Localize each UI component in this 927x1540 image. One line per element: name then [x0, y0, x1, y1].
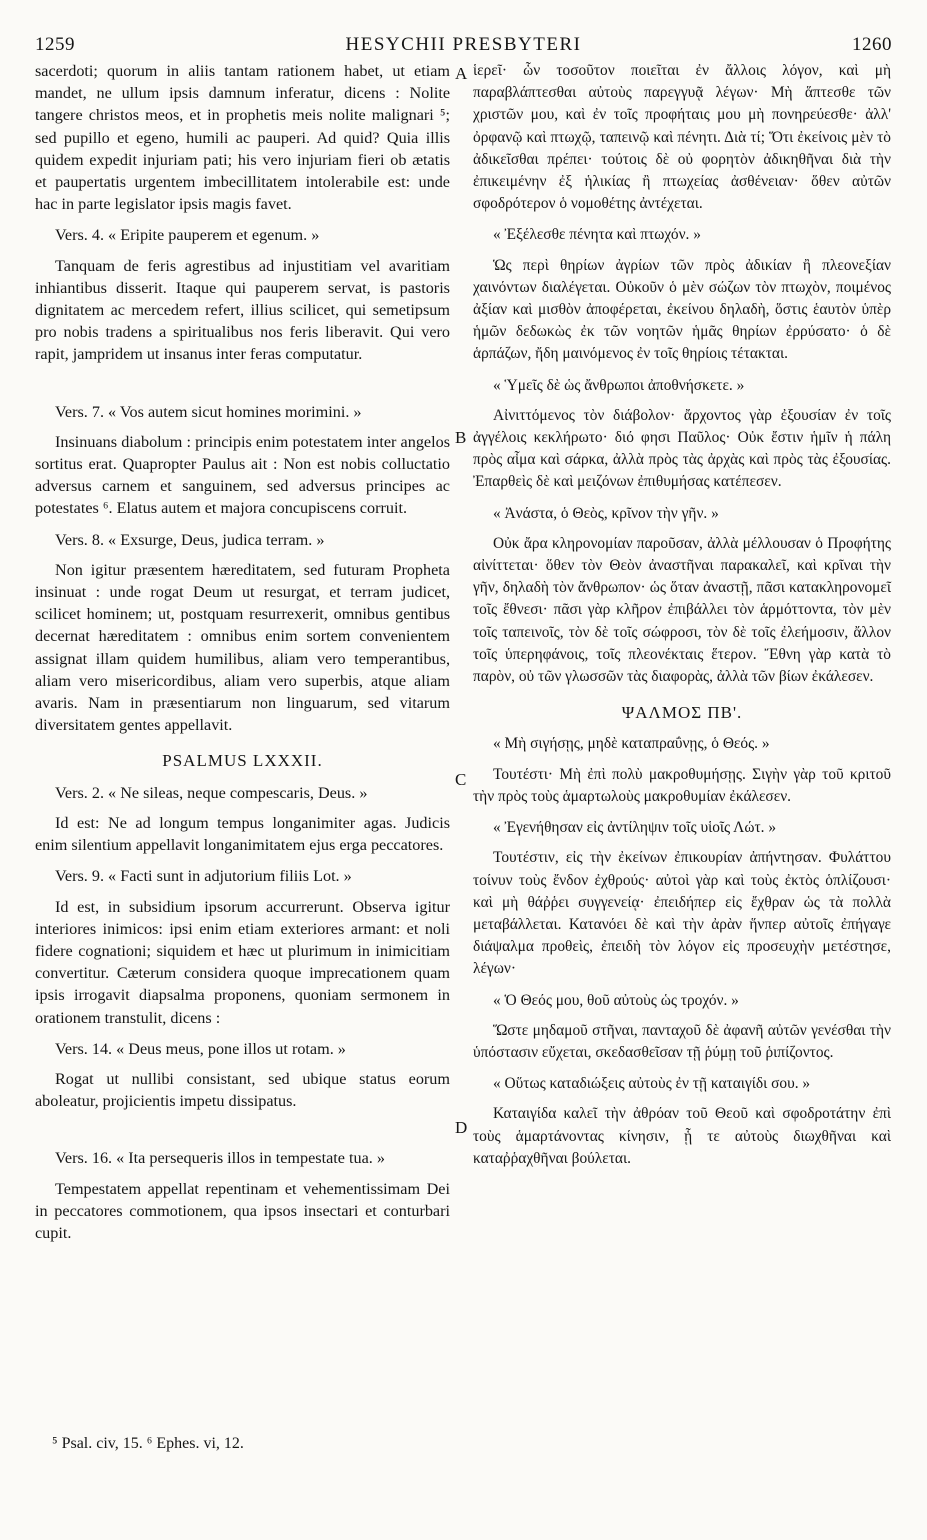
- verse-citation: « Ἀνάστα, ὁ Θεὸς, κρῖνον τὴν γῆν. »: [493, 504, 719, 522]
- commentary-paragraph: Ὡς περὶ θηρίων ἀγρίων τῶν πρὸς ἀδικίαν ἢ πλεονεξίαν χαινόντων διαλέγεται. Οὐκοῦν ὁ μὲν σώζων τὸν πτωχὸν, ποιμένος ἀξίαν καὶ μισθὸν ἀποφέρεται, ἐκείνου δηλαδὴ, ὅστις ἑαυτὸν ὑπὲρ ἡμῶν δεδωκὼς ἐκ τῶν νοητῶν ἡμᾶς θηρίων ἐρρύσατο· ὁ δὲ ἁρπάζων, ἤδη μαινόμενος ἐν τοῖς θηρίοις τέτακται.: [473, 256, 891, 363]
- margin-letter-b: B: [455, 428, 467, 447]
- latin-column: [35, 60, 450, 1252]
- commentary-paragraph: Insinuans diabolum : principis enim potestatem inter angelos sortitus erat. Quapropter Paulus ait : Non est nobis colluctatio adversus carnem et sanguinem, sed adversus principes ac potestates ⁶. Elatus autem et majora concupiscens corruit.: [35, 432, 450, 518]
- verse-citation: Vers. 9. « Facti sunt in adjutorium filiis Lot. »: [55, 867, 352, 886]
- commentary-paragraph: Tanquam de feris agrestibus ad injustitiam vel avaritiam inhiantibus disserit. Itaque qui pauperem servat, is pastoris dignitatem ac mercedem refert, illius scilicet, qui semetipsum pro nobis tradens a spiritualibus nos feris liberavit. Qui vero rapit, jampridem ut insanus inter feras computatur.: [35, 256, 450, 364]
- footnotes: ⁵ Psal. civ, 15. ⁶ Ephes. vi, 12.: [52, 1435, 244, 1452]
- commentary-paragraph: Rogat ut nullibi consistant, sed ubique status eorum aboleatur, projicientis impetu dissipatus.: [35, 1069, 450, 1111]
- verse-citation: « Ἐξέλεσθε πένητα καὶ πτωχόν. »: [493, 226, 701, 244]
- verse-citation: Vers. 4. « Eripite pauperem et egenum. »: [55, 226, 320, 245]
- spacer: [35, 374, 450, 392]
- verse-citation: Vers. 16. « Ita persequeris illos in tempestate tua. »: [55, 1149, 385, 1168]
- verse-citation: « Ἐγενήθησαν εἰς ἀντίληψιν τοῖς υἱοῖς Λώτ. »: [493, 819, 777, 837]
- commentary-paragraph: Id est, in subsidium ipsorum accurrerunt. Observa igitur interiores inimicos: ipsi enim etiam exteriores armant: et noli fidere cognationi; siquidem et hæc ut plurimum in inimicitiam convertitur. Cæterum considera quoque imprecationem quam ipsis irrogavit diapsalma proponens, quoniam sermonem in orationem transtulit, dicens :: [35, 897, 450, 1027]
- right-page-number: 1260: [852, 34, 892, 55]
- verse-citation: « Οὕτως καταδιώξεις αὐτοὺς ἐν τῇ καταιγίδι σου. »: [493, 1075, 811, 1093]
- commentary-paragraph: Non igitur præsentem hæreditatem, sed futuram Propheta insinuat : unde rogat Deum ut resurgat, et terram judicet, scilicet hominem; ut, postquam resurrexerit, omnibus gentibus decernat hæreditatem : omnibus enim sortem convenientem assignat illam quidem humilibus, aliam vero temperantibus, aliam vero misericordibus, aliam vero superbis, atque aliam avaris. Nam in præsentiarum non linguarum, sed vitarum diversitatem gentes appellavit.: [35, 560, 450, 735]
- margin-letter-d: D: [455, 1118, 468, 1137]
- margin-letter-c: C: [455, 770, 467, 789]
- margin-letter-a: A: [455, 64, 468, 83]
- commentary-paragraph: Tempestatem appellat repentinam et vehementissimam Dei in peccatores commotionem, qua ipsos insectari et conturbari cupit.: [35, 1179, 450, 1242]
- verse-citation: Vers. 14. « Deus meus, pone illos ut rotam. »: [55, 1039, 346, 1058]
- verse-citation: Vers. 7. « Vos autem sicut homines morimini. »: [55, 402, 362, 421]
- commentary-paragraph: Ὥστε μηδαμοῦ στῆναι, πανταχοῦ δὲ ἀφανῆ αὐτῶν γενέσθαι τὴν ὑπόστασιν εὔχεται, σκεδασθεῖσαν τῇ ῥύμῃ τοῦ ῥιπίζοντος.: [473, 1021, 891, 1061]
- verse-citation: Vers. 2. « Ne sileas, neque compescaris, Deus. »: [55, 783, 368, 802]
- commentary-paragraph: sacerdoti; quorum in aliis tantam rationem habet, ut etiam mandet, ne ullum ipsis damnum inferatur, dicens : Nolite tangere christos meos, et in prophetis meis nolite malignari ⁵; sed pupillo et egeno, humili ac pauperi. Ad quid? Quia illis quidem expedit injuriam pati; his vero injuriam fieri ob ætatis et paupertatis urgentem imbecillitatem intolerabile est: unde hac in parte legislator ipsis magis favet.: [35, 62, 450, 214]
- running-title: HESYCHII PRESBYTERI: [345, 34, 582, 55]
- left-page-number: 1259: [35, 34, 75, 55]
- commentary-paragraph: Τουτέστιν, εἰς τὴν ἐκείνων ἐπικουρίαν ἀπήντησαν. Φυλάττου τοίνυν τοὺς ἔνδον ἐχθρούς· αὐτοὶ γὰρ καὶ τοὺς ἐκτὸς ὁπλίζουσι· καὶ μὴ θάῤῥει συγγενείᾳ· ἐπειδήπερ εἰς ἔχθραν ὡς τὰ πολλὰ μεταβάλλεται. Κατανόει δὲ καὶ τὴν ἀρὰν ἥνπερ αὐτοῖς ἐπήγαγε διάψαλμα προθεὶς, ἐπειδὴ τὸν λόγον εἰς προσευχὴν μετέστησε, λέγων·: [473, 849, 891, 978]
- commentary-paragraph: Τουτέστι· Μὴ ἐπὶ πολὺ μακροθυμήσῃς. Σιγὴν γὰρ τοῦ κριτοῦ τὴν πρὸς τοὺς ἁμαρτωλοὺς μακροθυμίαν ἐκάλεσεν.: [473, 765, 891, 805]
- psalm-heading: ΨΑΛΜΟΣ ΠΒ'.: [621, 703, 743, 723]
- commentary-paragraph: Καταιγίδα καλεῖ τὴν ἀθρόαν τοῦ Θεοῦ καὶ σφοδροτάτην ἐπὶ τοὺς ἁμαρτάνοντας κίνησιν, ᾗ τε αὐτοὺς διωχθῆναι καὶ καταῤῥαχθῆναι βούλεται.: [473, 1105, 891, 1167]
- commentary-paragraph: Αἰνιττόμενος τὸν διάβολον· ἄρχοντος γὰρ ἐξουσίαν ἐν τοῖς ἀγγέλοις κεκλήρωτο· διό φησι Παῦλος· Οὐκ ἔστιν ἡμῖν ἡ πάλη πρὸς αἷμα καὶ σάρκα, ἀλλὰ πρὸς τὰς ἀρχὰς καὶ πρὸς τὰς ἐξουσίας. Ἐπαρθεὶς δὲ καὶ μειζόνων ἐπιθυμήσας κατέπεσεν.: [473, 406, 891, 491]
- verse-citation: « Μὴ σιγήσῃς, μηδὲ καταπραΰνῃς, ὁ Θεός. »: [493, 735, 770, 753]
- commentary-paragraph: ἱερεῖ· ὧν τοσοῦτον ποιεῖται ἐν ἄλλοις λόγον, καὶ μὴ παραβλάπτεσθαι αὐτοὺς παρεγγυᾷ λέγων· Μὴ ἅπτεσθε τῶν χριστῶν μου, καὶ ἐν τοῖς προφήταις μου μὴ πονηρεύεσθε· ἀλλ' ὀρφανῷ καὶ πτωχῷ, ταπεινῷ καὶ πένητι. Διὰ τί; Ὅτι ἐκείνοις μὲν τὸ ἀδικεῖσθαι πρέπει· τούτοις δὲ οὐ φορητὸν ἀδικηθῆναι διὰ τὴν ἐπικειμένην ἐξ ἡλικίας ἢ πτωχείας ἀσθένειαν· ὅθεν αὐτῶν σφοδρότερον ὁ νομοθέτης ἀντέχεται.: [473, 62, 891, 213]
- spacer: [35, 1120, 450, 1138]
- greek-column: [473, 60, 891, 1178]
- verse-citation: « Ὁ Θεός μου, θοῦ αὐτοὺς ὡς τροχόν. »: [493, 991, 739, 1009]
- verse-citation: Vers. 8. « Exsurge, Deus, judica terram. »: [55, 530, 325, 549]
- psalm-heading: PSALMUS LXXXII.: [162, 751, 323, 771]
- commentary-paragraph: Οὐκ ἄρα κληρονομίαν παροῦσαν, ἀλλὰ μέλλουσαν ὁ Προφήτης αἰνίττεται· ὅθεν τὸν Θεὸν ἀναστῆναι παρακαλεῖ, καὶ κρῖναι τὴν γῆν, δηλαδὴ τὸν ἄνθρωπον· ὡς ὅταν ἀναστῇ, πᾶσι κατακληρονομεῖ τοῖς ἔθνεσι· πᾶσι γὰρ κλῆρον ἐπιβάλλει τὸν ἁρμόττοντα, τὸν μὲν τοῖς ταπεινοῖς, τὸν δὲ τοῖς σώφροσι, τὸν δὲ τοῖς ἐλεήμοσιν, ἄλλον τοῖς ὑπερηφάνοις, τοῖς πλεονέκταις ἕτερον. Ἔθνη γὰρ κατὰ τὸ παρὸν, οὐ τῶν γλωσσῶν τὰς διαφορὰς, ἀλλὰ τῶν βίων ἐκάλεσεν.: [473, 534, 891, 686]
- verse-citation: « Ὑμεῖς δὲ ὡς ἄνθρωποι ἀποθνήσκετε. »: [493, 376, 745, 394]
- commentary-paragraph: Id est: Ne ad longum tempus longanimiter agas. Judicis enim silentium appellavit longanimitatem ejus erga peccatores.: [35, 813, 450, 855]
